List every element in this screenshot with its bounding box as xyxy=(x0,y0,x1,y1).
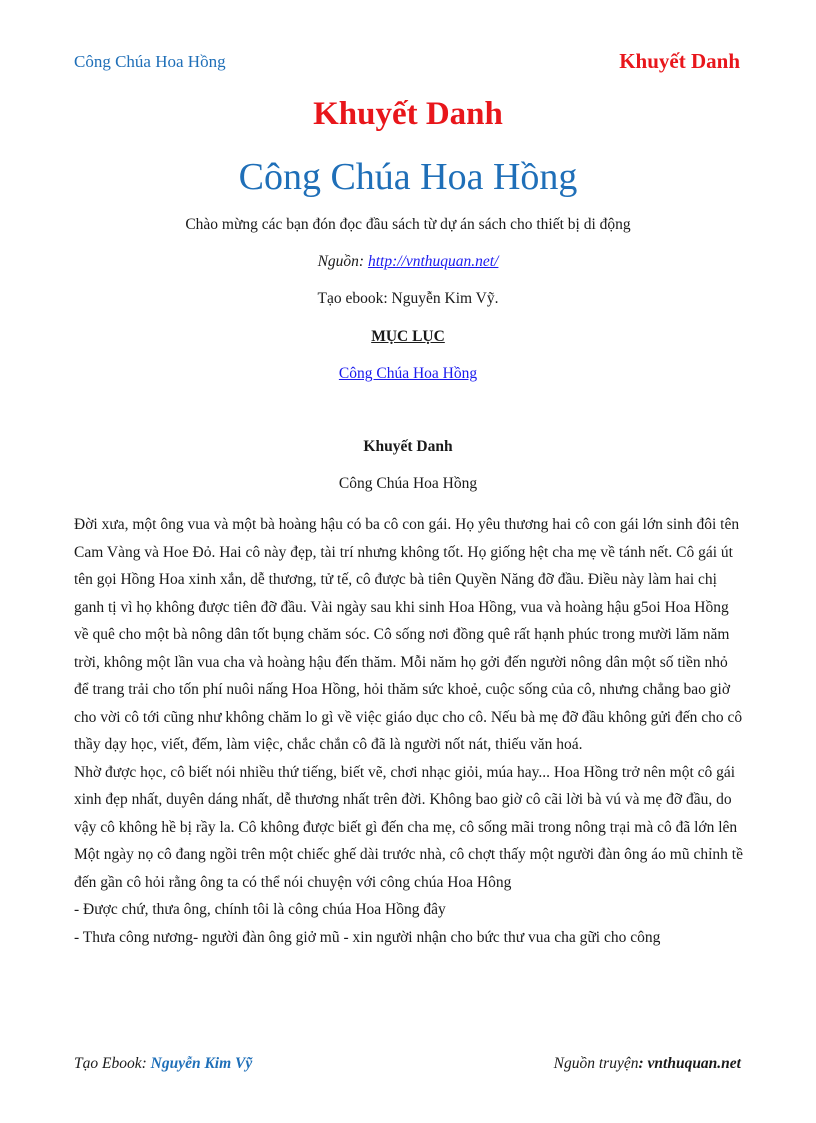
welcome-text: Chào mừng các bạn đón đọc đầu sách từ dự án sách cho thiết bị di động xyxy=(185,216,631,233)
footer-source xyxy=(554,1055,741,1073)
section-title: Công Chúa Hoa Hồng xyxy=(338,475,478,492)
ebook-creator: Tạo ebook: Nguyễn Kim Vỹ. xyxy=(317,290,499,307)
paragraph: - Được chứ, thưa ông, chính tôi là công chúa Hoa Hồng đây xyxy=(74,901,446,918)
paragraph: Một ngày nọ cô đang ngồi trên một chiếc ghế dài trước nhà, cô chợt thấy một người đàn ông áo mũ chỉnh tề đến gần cô hỏi rằng ông ta có thể nói chuyện với công chúa Hoa Hông xyxy=(74,846,743,891)
page-title-book: Công Chúa Hoa Hồng xyxy=(238,156,578,198)
story-body xyxy=(74,511,746,951)
footer-creator xyxy=(74,1055,252,1073)
header-book-title: Công Chúa Hoa Hồng xyxy=(74,52,226,71)
toc-link-chapter[interactable]: Công Chúa Hoa Hồng xyxy=(338,365,478,382)
section-author: Khuyết Danh xyxy=(363,438,453,455)
footer-source-sep: : xyxy=(638,1055,648,1072)
paragraph: - Thưa công nương- người đàn ông giở mũ - xin người nhận cho bức thư vua cha gữi cho công xyxy=(74,928,661,946)
source-line xyxy=(0,253,816,271)
source-link[interactable]: http://vnthuquan.net/ xyxy=(367,253,499,270)
paragraph: Đời xưa, một ông vua và một bà hoàng hậu có ba cô con gái. Họ yêu thương hai cô con gái lớn sinh đôi tên Cam Vàng và Hoe Đỏ. Hai cô này đẹp, tài trí nhưng không tốt. Họ giống hệt cha mẹ về tánh nết. Cô gái út tên gọi Hồng Hoa xinh xắn, dễ thương, tử tế, cô được bà tiên Quyền Năng đỡ đầu. Điều này làm hai chị ganh tị vì họ không được tiên đỡ đầu. Vài ngày sau khi sinh Hoa Hồng, vua và hoàng hậu g5oi Hoa Hồng về quê cho một bà nông dân tốt bụng chăm sóc. Cô sống nơi đồng quê rất hạnh phúc trong mười lăm năm trời, không một lần vua cha và hoàng hậu đến thăm. Mỗi năm họ gởi đến người nông dân một số tiền nhỏ để trang trải cho tốn phí nuôi nấng Hoa Hồng, hỏi thăm sức khoẻ, cuộc sống của cô, nhưng chẳng bao giờ cho vời cô tới cũng như không chăm lo gì về việc giáo dục cho cô. Nếu bà mẹ đỡ đầu không gửi đến cho cô thầy dạy học, viết, đếm, làm việc, chắc chắn cô đã là người nốt nát, thiếu văn hoá. xyxy=(74,516,743,753)
paragraph: Nhờ được học, cô biết nói nhiều thứ tiếng, biết vẽ, chơi nhạc giỏi, múa hay... Hoa Hồng trở nên một cô gái xinh đẹp nhất, duyên dáng nhất, dễ thương nhất trên đời. Không bao giờ cô cãi lời bà vú và mẹ đỡ đầu, do vậy cô không hề bị rầy la. Cô không được biết gì đến cha mẹ, cô sống mãi trong nông trại mà cô đã lớn lên xyxy=(74,763,738,836)
footer-source-value: vnthuquan.net xyxy=(647,1055,741,1072)
footer-creator-name: Nguyễn Kim Vỹ xyxy=(150,1055,253,1072)
source-label: Nguồn: xyxy=(317,253,368,270)
header-author: Khuyết Danh xyxy=(619,49,740,73)
footer-creator-sep: : xyxy=(141,1055,151,1072)
footer-creator-label: Tạo Ebook xyxy=(74,1055,142,1072)
footer-source-label: Nguồn truyện xyxy=(553,1055,639,1072)
toc-heading: MỤC LỤC xyxy=(371,328,445,345)
page-title-author: Khuyết Danh xyxy=(313,96,503,132)
